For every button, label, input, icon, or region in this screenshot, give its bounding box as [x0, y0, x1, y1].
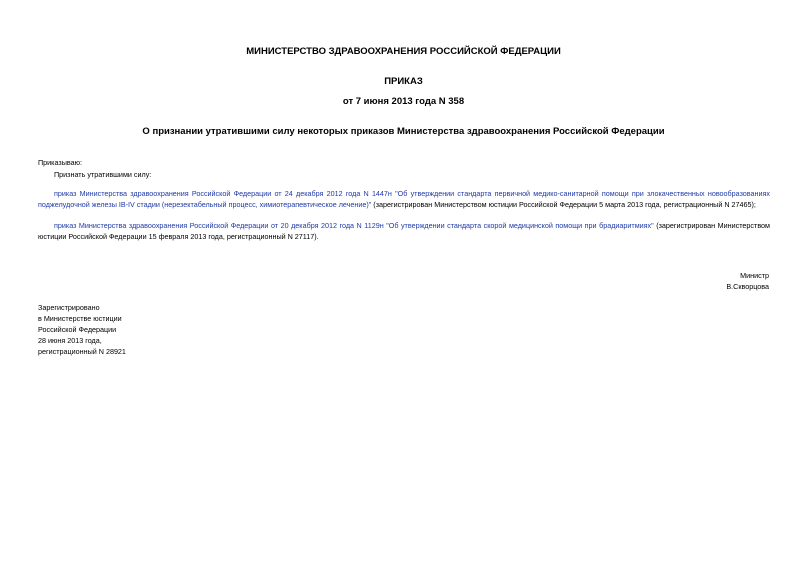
order-1447n-link[interactable]: приказ Министерства здравоохранения Российской Федерации от 24 декабря 2012 года N 1447н "Об утверждении стандарта первичной медико-санитарной помощи при злокачественных новообразованиях поджелудочной железы IB-IV стадии (нерезектабельный процесс, химиотерапевтическое лечение)": [38, 189, 770, 209]
revoked-order-item-1: [38, 188, 770, 210]
document-type: ПРИКАЗ: [384, 76, 423, 87]
order-1447n-registration: (зарегистрирован Министерством юстиции Российской Федерации 5 марта 2013 года, регистрационный N 27465);: [371, 200, 756, 209]
registration-line-1: Зарегистрировано: [38, 303, 100, 312]
ministry-heading: МИНИСТЕРСТВО ЗДРАВООХРАНЕНИЯ РОССИЙСКОЙ ФЕДЕРАЦИИ: [246, 46, 561, 57]
document-date: от 7 июня 2013 года N 358: [342, 96, 465, 107]
signer-position: Министр: [740, 271, 769, 280]
order-intro: Приказываю:: [38, 158, 82, 167]
order-1129n-link[interactable]: приказ Министерства здравоохранения Российской Федерации от 20 декабря 2012 года N 1129н "Об утверждении стандарта скорой медицинской помощи при брадиаритмиях": [54, 221, 654, 230]
order-1129n-registration: (зарегистрирован Министерством юстиции Российской Федерации 15 февраля 2013 года, регистрационный N 27117).: [38, 221, 770, 241]
signer-name: В.Скворцова: [726, 282, 769, 291]
revoked-order-item-2: [38, 220, 770, 242]
registration-line-2: в Министерстве юстиции: [38, 314, 122, 323]
registration-line-3: Российской Федерации: [38, 325, 117, 334]
registration-line-4: 28 июня 2013 года,: [38, 336, 102, 345]
registration-line-5: регистрационный N 28921: [38, 347, 126, 356]
document-title: О признании утратившими силу некоторых приказов Министерства здравоохранения Российской Федерации: [142, 126, 665, 137]
order-recognize: Признать утратившими силу:: [54, 170, 152, 179]
